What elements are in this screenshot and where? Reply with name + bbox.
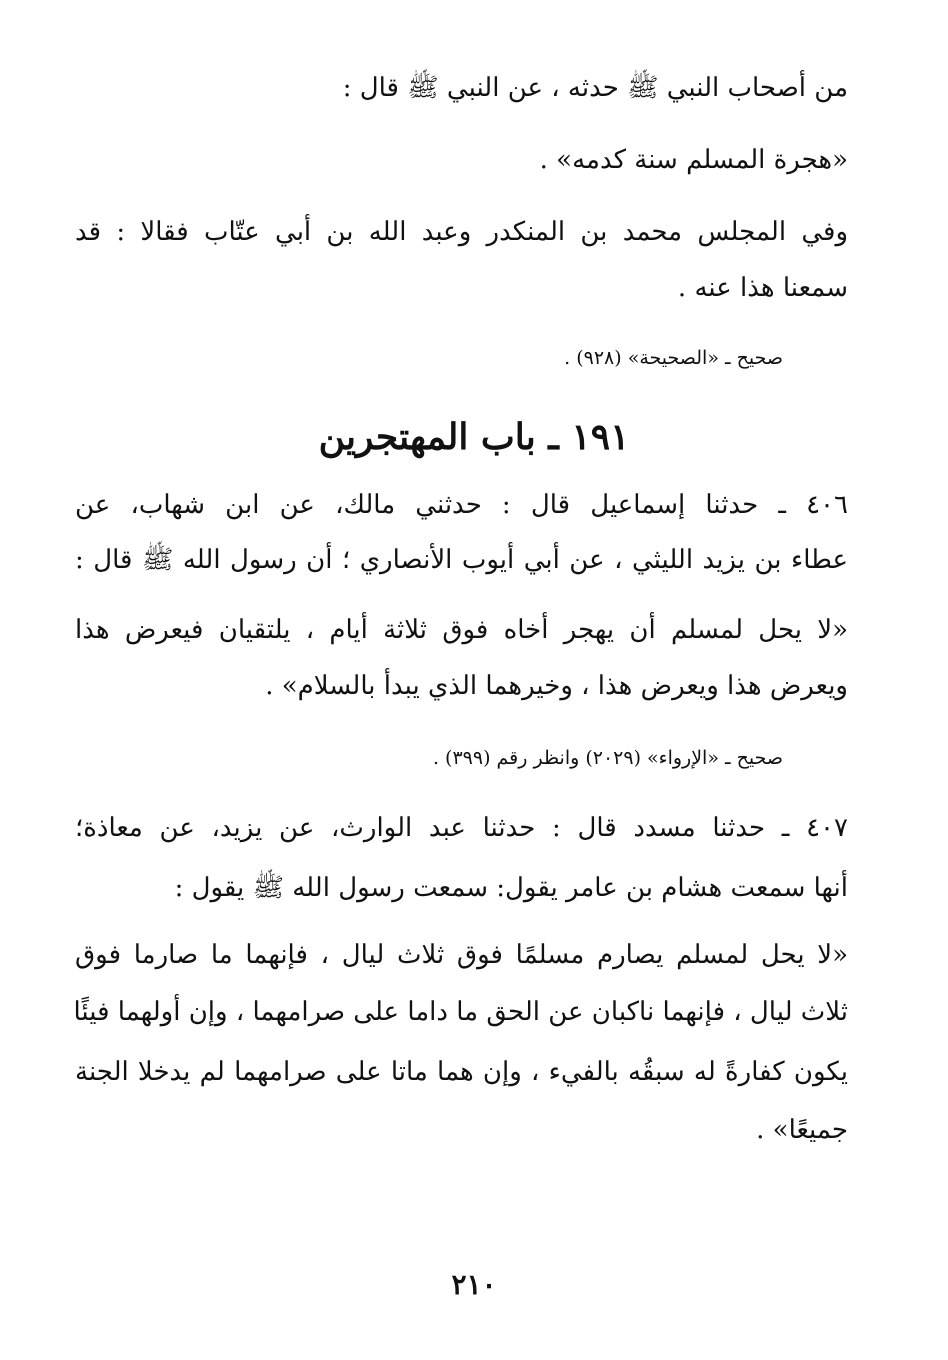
hadith-isnad: ٤٠٧ ـ حدثنا مسدد قال : حدثنا عبد الوارث، عن يزيد، عن معاذة؛ — [75, 813, 848, 843]
text-line: سمعنا هذا عنه . — [677, 273, 848, 303]
hadith-isnad: أنها سمعت هشام بن عامر يقول: سمعت رسول الله ﷺ يقول : — [174, 873, 848, 903]
hadith-isnad: ٤٠٦ ـ حدثنا إسماعيل قال : حدثني مالك، عن ابن شهاب، عن — [75, 490, 848, 520]
text-line: من أصحاب النبي ﷺ حدثه ، عن النبي ﷺ قال : — [342, 73, 848, 103]
hadith-quote: يكون كفارةً له سبقُه بالفيء ، وإن هما ماتا على صرامهما لم يدخلا الجنة — [75, 1057, 848, 1087]
grading-note: صحيح ـ «الإرواء» (٢٠٢٩) وانظر رقم (٣٩٩) . — [432, 747, 783, 769]
text-line: وفي المجلس محمد بن المنكدر وعبد الله بن أبي عتّاب فقالا : قد — [75, 217, 848, 247]
hadith-quote: ويعرض هذا ويعرض هذا ، وخيرهما الذي يبدأ بالسلام» . — [265, 671, 848, 701]
hadith-quote: «لا يحل لمسلم أن يهجر أخاه فوق ثلاثة أيام ، يلتقيان فيعرض هذا — [75, 615, 848, 645]
hadith-quote: «هجرة المسلم سنة كدمه» . — [539, 145, 848, 175]
hadith-isnad: عطاء بن يزيد الليثي ، عن أبي أيوب الأنصاري ؛ أن رسول الله ﷺ قال : — [75, 545, 848, 575]
chapter-heading: ١٩١ ـ باب المهتجرين — [318, 416, 630, 458]
grading-note: صحيح ـ «الصحيحة» (٩٢٨) . — [564, 347, 783, 369]
hadith-quote: ثلاث ليال ، فإنهما ناكبان عن الحق ما داما على صرامهما ، وإن أولهما فيئًا — [73, 997, 848, 1027]
hadith-quote: جميعًا» . — [756, 1115, 848, 1145]
hadith-quote: «لا يحل لمسلم يصارم مسلمًا فوق ثلاث ليال ، فإنهما ما صارما فوق — [75, 940, 848, 970]
page-number: ٢١٠ — [451, 1268, 497, 1301]
